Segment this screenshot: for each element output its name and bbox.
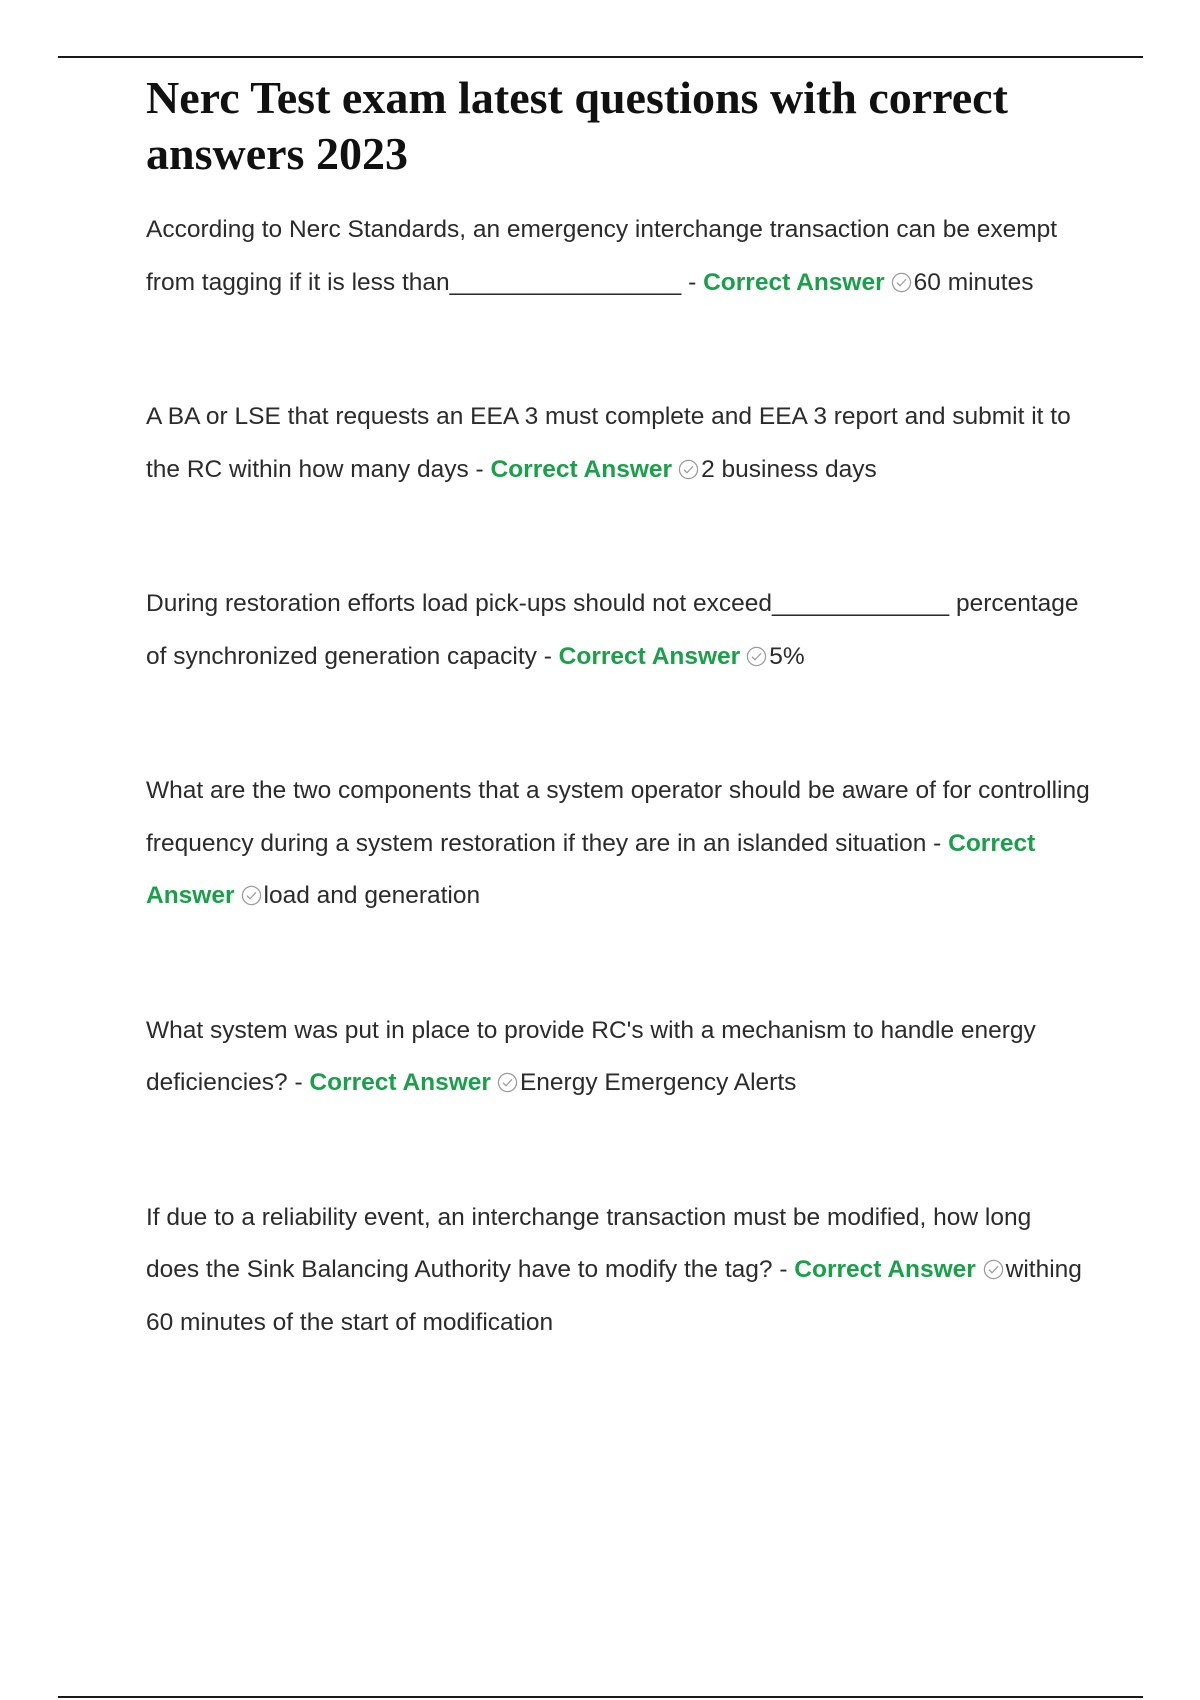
question-text: A BA or LSE that requests an EEA 3 must complete and EEA 3 report and submit it to the RC within how many days	[146, 403, 1071, 483]
answer-text: withing 60 minutes of the start of modification	[146, 1256, 1082, 1336]
answer-text: 60 minutes	[913, 268, 1034, 296]
qa-item	[146, 204, 1091, 309]
correct-answer-label: Correct Answer	[794, 1256, 976, 1283]
answer-separator: -	[536, 642, 559, 670]
correct-answer-label: Correct Answer	[558, 642, 741, 670]
document-title: Nerc Test exam latest questions with correct answers 2023	[146, 72, 1008, 179]
check-circle-icon	[891, 260, 912, 281]
check-circle-icon	[678, 447, 699, 468]
correct-answer-label: Correct Answer	[490, 455, 673, 483]
question-text: During restoration efforts load pick-ups should not exceed_____________ percentage of synchronized generation capacity	[146, 590, 1079, 670]
answer-text: 5%	[769, 642, 805, 670]
question-text: If due to a reliability event, an interchange transaction must be modified, how long does the Sink Balancing Authority have to modify the tag?	[146, 1203, 1032, 1283]
qa-item	[146, 765, 1091, 923]
bottom-rule	[58, 1696, 1143, 1698]
answer-separator: -	[468, 455, 491, 483]
answer-separator: -	[926, 829, 949, 857]
answer-separator: -	[287, 1069, 310, 1096]
answer-text: 2 business days	[701, 455, 877, 483]
question-text: What system was put in place to provide RC's with a mechanism to handle energy deficiencies?	[146, 1016, 1036, 1096]
document-body	[146, 70, 1091, 1349]
qa-item	[146, 1192, 1091, 1350]
answer-separator: -	[681, 268, 704, 296]
qa-item	[146, 391, 1091, 496]
question-text: What are the two components that a system operator should be aware of for controlling frequency during a system restoration if they are in an islanded situation	[146, 777, 1090, 857]
answer-text: load and generation	[263, 882, 481, 909]
check-circle-icon	[983, 1247, 1004, 1268]
answer-separator: -	[772, 1256, 795, 1283]
answer-text: Energy Emergency Alerts	[519, 1069, 797, 1096]
check-circle-icon	[746, 634, 767, 655]
check-circle-icon	[241, 873, 262, 894]
correct-answer-label: Correct Answer	[146, 829, 1036, 909]
qa-item	[146, 578, 1091, 683]
correct-answer-label: Correct Answer	[703, 268, 885, 296]
question-text: According to Nerc Standards, an emergency interchange transaction can be exempt from tagging if it is less than_________________	[146, 216, 1058, 296]
correct-answer-label: Correct Answer	[309, 1069, 491, 1096]
qa-item	[146, 1005, 1091, 1110]
top-rule	[58, 56, 1143, 58]
check-circle-icon	[497, 1060, 518, 1081]
